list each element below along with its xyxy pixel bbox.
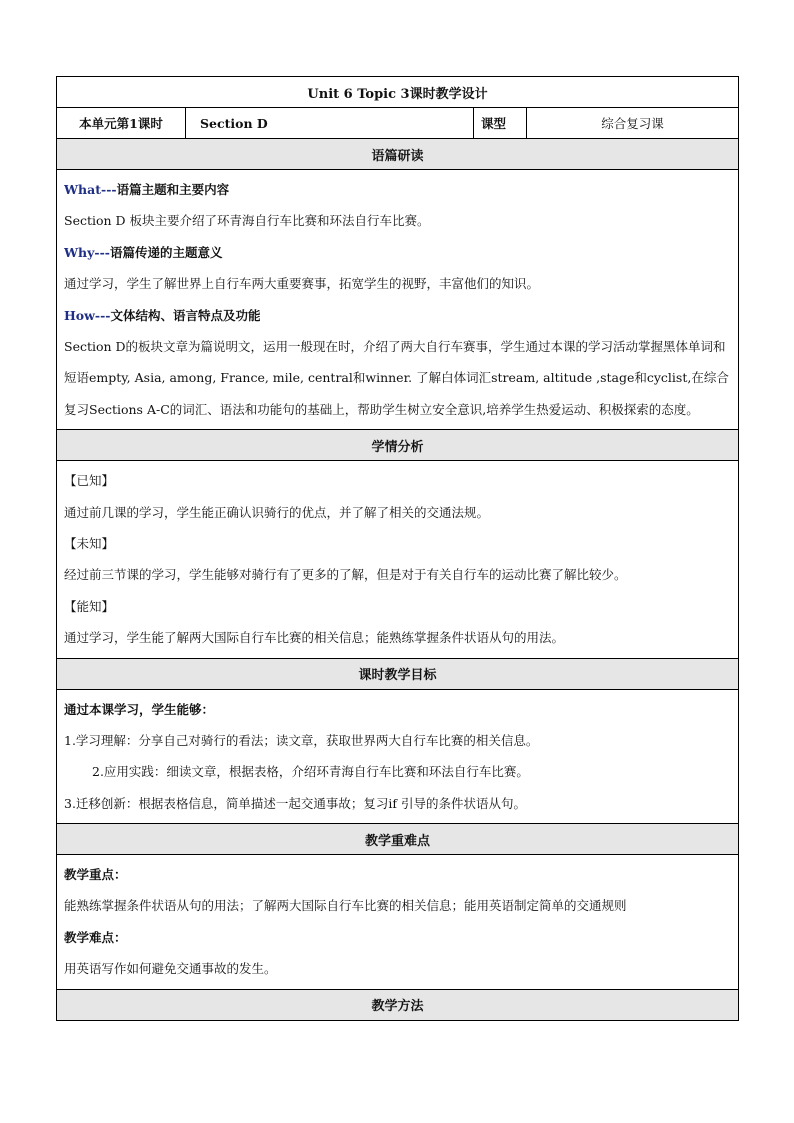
difficulty-label: 教学难点：: [64, 929, 127, 945]
text-study-body-row: [57, 170, 739, 430]
lesson-plan-sheet: [56, 76, 738, 1021]
text-study-heading-row: [57, 139, 739, 170]
why-body: 通过学习，学生了解世界上自行车两大重要赛事，拓宽学生的视野，丰富他们的知识。: [64, 276, 540, 292]
learner-analysis-heading-row: [57, 430, 739, 461]
focus-body: 能熟练掌握条件状语从句的用法；了解两大国际自行车比赛的相关信息；能用英语制定简单的交通规则: [64, 898, 627, 914]
key-points-body-row: [57, 855, 739, 990]
title-row: [57, 77, 739, 108]
why-title: 语篇传递的主题意义: [109, 244, 223, 260]
section-name: Section D: [186, 108, 474, 139]
section-heading-methods: 教学方法: [57, 989, 739, 1020]
key-points-content: [57, 855, 739, 990]
why-heading: [64, 237, 731, 268]
objective-item: 1.学习理解：分享自己对骑行的看法；读文章，获取世界两大自行车比赛的相关信息。: [64, 732, 539, 748]
objectives-intro: 通过本课学习，学生能够：: [64, 701, 215, 717]
objectives-content: [57, 689, 739, 824]
lesson-plan-table: [56, 76, 739, 1021]
learner-analysis-body-row: [57, 461, 739, 658]
what-body: Section D 板块主要介绍了环青海自行车比赛和环法自行车比赛。: [64, 213, 430, 229]
how-key: How---: [64, 307, 111, 323]
methods-heading-row: [57, 989, 739, 1020]
section-heading-text-study: 语篇研读: [57, 139, 739, 170]
what-key: What---: [64, 182, 117, 197]
lesson-number: 本单元第1课时: [57, 108, 186, 139]
focus-label: 教学重点：: [64, 867, 127, 883]
how-title: 文体结构、语言特点及功能: [110, 307, 261, 323]
unknown-label: 【未知】: [64, 535, 115, 551]
what-title: 语篇主题和主要内容: [116, 182, 230, 197]
lesson-type-value: 综合复习课: [527, 108, 739, 139]
learner-analysis-content: [57, 461, 739, 658]
key-points-heading-row: [57, 824, 739, 855]
objectives-body-row: [57, 689, 739, 824]
what-heading: [64, 174, 731, 205]
objective-item: 3.迁移创新：根据表格信息，简单描述一起交通事故；复习if 引导的条件状语从句。: [64, 795, 527, 811]
able-body: 通过学习，学生能了解两大国际自行车比赛的相关信息；能熟练掌握条件状语从句的用法。: [64, 630, 565, 646]
known-body: 通过前几课的学习，学生能正确认识骑行的优点，并了解了相关的交通法规。: [64, 504, 490, 520]
how-heading: [64, 300, 731, 331]
difficulty-body: 用英语写作如何避免交通事故的发生。: [64, 961, 277, 977]
lesson-type-label: 课型: [474, 108, 527, 139]
unknown-body: 经过前三节课的学习，学生能够对骑行有了更多的了解，但是对于有关自行车的运动比赛了解比较少。: [64, 567, 627, 583]
known-label: 【已知】: [64, 473, 115, 489]
section-heading-learner-analysis: 学情分析: [57, 430, 739, 461]
info-row: [57, 108, 739, 139]
section-heading-objectives: 课时教学目标: [57, 658, 739, 689]
objectives-heading-row: [57, 658, 739, 689]
how-body: Section D的板块文章为篇说明文，运用一般现在时，介绍了两大自行车赛事，学生通过本课的学习活动掌握黑体单词和短语empty, Asia, among, France, mile, central和winner. 了解白体词汇stream, altitude ,stage和cyclist,在综合复习Sections A-C的词汇、语法和功能句的基础上，帮助学生树立安全意识,培养学生热爱运动、积极探索的态度。: [64, 338, 729, 417]
section-heading-key-points: 教学重难点: [57, 824, 739, 855]
text-study-content: [57, 170, 739, 430]
able-label: 【能知】: [64, 598, 115, 614]
objective-item: 2.应用实践：细读文章，根据表格，介绍环青海自行车比赛和环法自行车比赛。: [92, 764, 529, 780]
table-title: Unit 6 Topic 3课时教学设计: [57, 77, 739, 108]
why-key: Why---: [64, 244, 110, 260]
